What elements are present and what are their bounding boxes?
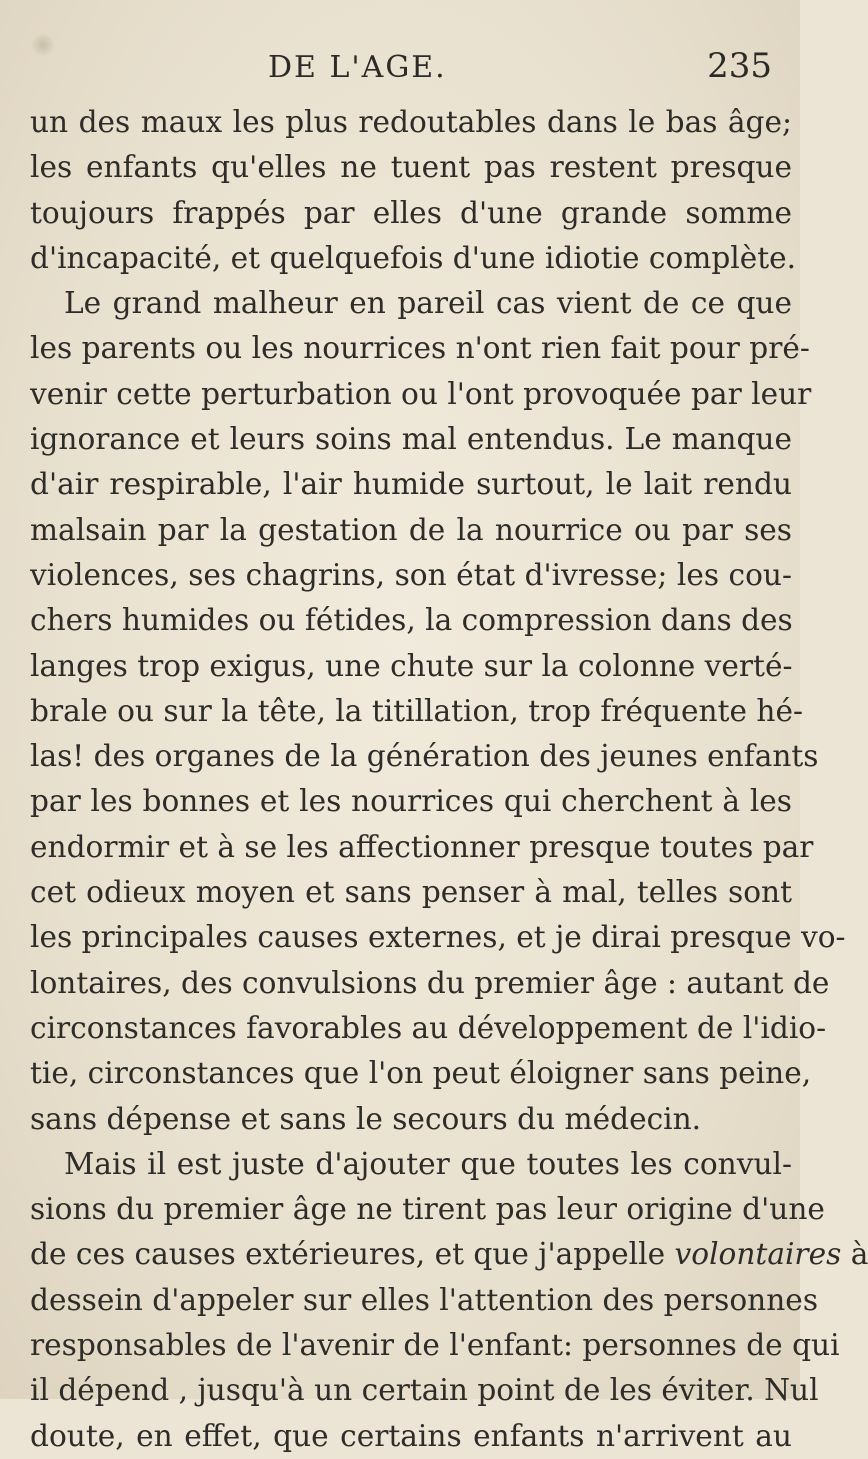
italic-word: volontaires <box>674 1237 842 1272</box>
body-text <box>30 100 868 1459</box>
text-line: malsain par la gestation de la nourrice ou par ses <box>30 512 792 547</box>
text-line: d'air respirable, l'air humide surtout, le lait rendu <box>30 467 792 502</box>
text-line: dessein d'appeler sur elles l'attention des personnes <box>30 1282 819 1317</box>
text-line: violences, ses chagrins, son état d'ivresse; les cou- <box>30 557 792 592</box>
text-line: un des maux les plus redoutables dans le bas âge; <box>30 105 792 139</box>
text-line: les parents ou les nourrices n'ont rien fait pour pré- <box>30 331 810 366</box>
text-line: brale ou sur la tête, la titillation, trop fréquente hé- <box>30 693 803 728</box>
text-line: il dépend , jusqu'à un certain point de les éviter. Nul <box>30 1373 819 1408</box>
text-line: lontaires, des convulsions du premier âge : autant de <box>30 965 830 1000</box>
text-line-mixed <box>30 1232 868 1277</box>
page-number: 235 <box>707 46 772 86</box>
text-line: responsables de l'avenir de l'enfant: personnes de qui <box>30 1328 840 1363</box>
text-line: chers humides ou fétides, la compression dans des <box>30 603 793 638</box>
text-line: d'incapacité, et quelquefois d'une idiotie complète. <box>30 240 797 275</box>
text-line: sans dépense et sans le secours du médecin. <box>30 1101 702 1136</box>
text-line: doute, en effet, que certains enfants n'arrivent au <box>30 1418 792 1453</box>
text-line: ignorance et leurs soins mal entendus. Le manque <box>30 422 792 457</box>
text-line: cet odieux moyen et sans penser à mal, telles sont <box>30 875 792 910</box>
text-line: las! des organes de la génération des jeunes enfants <box>30 739 819 774</box>
text-segment: à <box>841 1237 868 1272</box>
text-line: tie, circonstances que l'on peut éloigner sans peine, <box>30 1056 812 1091</box>
text-line: circonstances favorables au développement de l'idio- <box>30 1010 827 1045</box>
text-line: venir cette perturbation ou l'ont provoquée par leur <box>30 376 812 411</box>
text-line: les principales causes externes, et je dirai presque vo- <box>30 920 846 955</box>
text-line: par les bonnes et les nourrices qui cherchent à les <box>30 784 792 819</box>
text-line: Mais il est juste d'ajouter que toutes les convul- <box>64 1146 792 1181</box>
text-line: toujours frappés par elles d'une grande somme <box>30 195 792 230</box>
text-line: les enfants qu'elles ne tuent pas restent presque <box>30 150 792 185</box>
running-title: DE L'AGE. <box>268 50 447 85</box>
text-line: sions du premier âge ne tirent pas leur origine d'une <box>30 1192 825 1227</box>
text-line: langes trop exigus, une chute sur la colonne verté- <box>30 648 793 683</box>
text-segment: de ces causes extérieures, et que j'appelle <box>30 1237 666 1272</box>
page-header <box>0 46 800 96</box>
text-line: endormir et à se les affectionner presque toutes par <box>30 829 814 864</box>
text-line: Le grand malheur en pareil cas vient de ce que <box>64 286 792 321</box>
